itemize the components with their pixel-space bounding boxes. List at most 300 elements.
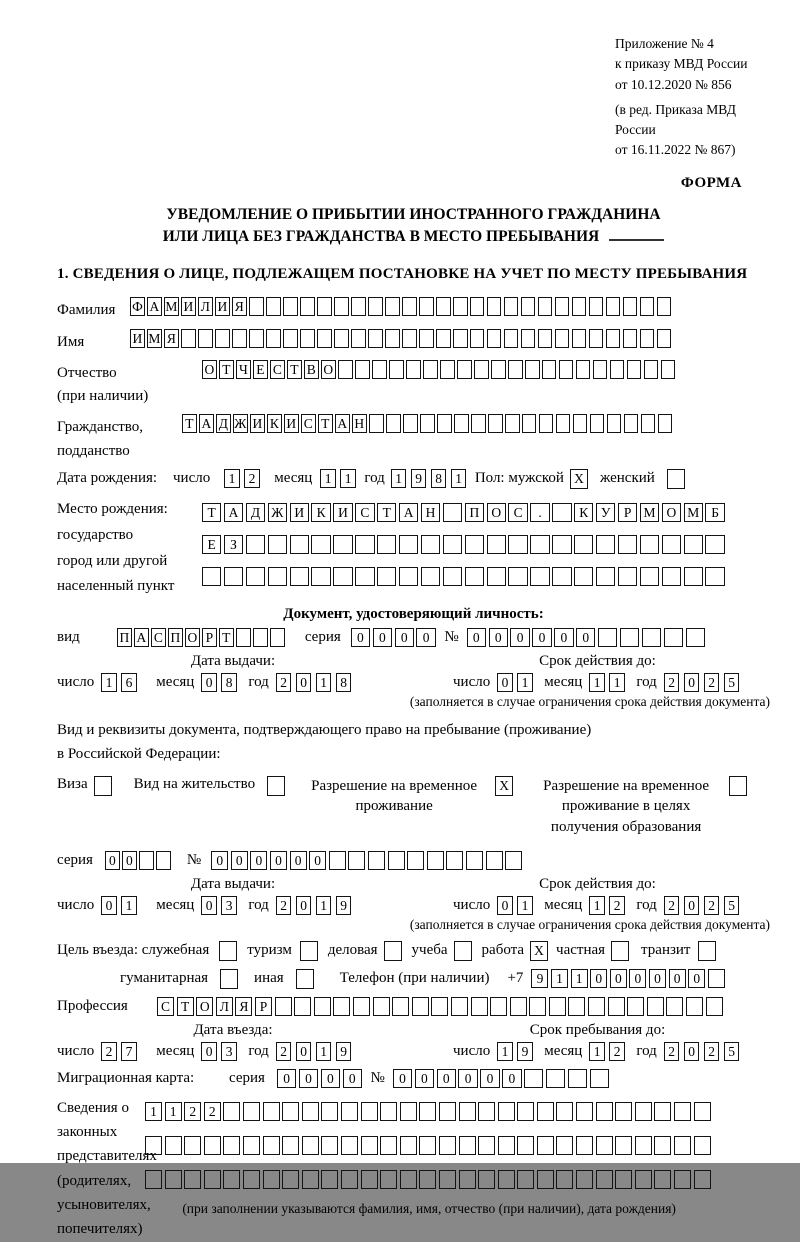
char-cell[interactable]: [666, 997, 683, 1016]
char-cell[interactable]: Р: [255, 997, 272, 1016]
char-cell[interactable]: [333, 567, 352, 586]
char-cell[interactable]: [674, 1102, 691, 1121]
char-cell[interactable]: [236, 628, 251, 647]
char-cell[interactable]: [478, 1136, 495, 1155]
char-cell[interactable]: [294, 997, 311, 1016]
char-cell[interactable]: [266, 329, 281, 348]
char-cell[interactable]: Я: [235, 997, 252, 1016]
char-cell[interactable]: [351, 297, 366, 316]
purpose-other-checkbox[interactable]: [296, 969, 314, 989]
char-cell[interactable]: [517, 1136, 534, 1155]
char-cell[interactable]: [538, 329, 553, 348]
doc-valid-month-cells[interactable]: [589, 673, 629, 692]
char-cell[interactable]: [300, 941, 318, 961]
char-cell[interactable]: 2: [276, 896, 292, 915]
char-cell[interactable]: [334, 297, 349, 316]
char-cell[interactable]: [224, 567, 243, 586]
char-cell[interactable]: 0: [277, 1069, 296, 1088]
char-cell[interactable]: [446, 851, 463, 870]
visa-checkbox[interactable]: [94, 776, 112, 796]
char-cell[interactable]: [598, 628, 617, 647]
char-cell[interactable]: [353, 997, 370, 1016]
char-cell[interactable]: [664, 628, 683, 647]
char-cell[interactable]: 0: [309, 851, 326, 870]
char-cell[interactable]: [549, 997, 566, 1016]
char-cell[interactable]: [399, 535, 418, 554]
char-cell[interactable]: 0: [610, 969, 627, 988]
char-cell[interactable]: [521, 297, 536, 316]
char-cell[interactable]: 0: [201, 1042, 217, 1061]
birth-year-cells[interactable]: [391, 469, 471, 488]
char-cell[interactable]: 0: [416, 628, 435, 647]
char-cell[interactable]: 2: [276, 1042, 292, 1061]
char-cell[interactable]: 1: [316, 673, 332, 692]
char-cell[interactable]: М: [640, 503, 659, 522]
char-cell[interactable]: 9: [531, 969, 548, 988]
char-cell[interactable]: [491, 360, 506, 379]
char-cell[interactable]: 1: [451, 469, 467, 488]
char-cell[interactable]: 2: [704, 673, 720, 692]
char-cell[interactable]: Т: [219, 360, 234, 379]
char-cell[interactable]: [321, 1136, 338, 1155]
stay-year-cells[interactable]: [664, 1042, 744, 1061]
char-cell[interactable]: Р: [202, 628, 217, 647]
doc-valid-year-cells[interactable]: [664, 673, 744, 692]
char-cell[interactable]: [465, 535, 484, 554]
char-cell[interactable]: 3: [221, 1042, 237, 1061]
char-cell[interactable]: [490, 997, 507, 1016]
char-cell[interactable]: [590, 414, 605, 433]
char-cell[interactable]: [508, 360, 523, 379]
char-cell[interactable]: [686, 997, 703, 1016]
char-cell[interactable]: [215, 329, 230, 348]
char-cell[interactable]: [243, 1136, 260, 1155]
char-cell[interactable]: 0: [201, 673, 217, 692]
char-cell[interactable]: 8: [431, 469, 447, 488]
char-cell[interactable]: 1: [497, 1042, 513, 1061]
char-cell[interactable]: [694, 1102, 711, 1121]
char-cell[interactable]: Ж: [268, 503, 287, 522]
char-cell[interactable]: [459, 1102, 476, 1121]
char-cell[interactable]: [459, 1136, 476, 1155]
char-cell[interactable]: Л: [216, 997, 233, 1016]
char-cell[interactable]: Т: [287, 360, 302, 379]
char-cell[interactable]: [165, 1170, 182, 1189]
char-cell[interactable]: [618, 567, 637, 586]
char-cell[interactable]: [220, 969, 238, 989]
char-cell[interactable]: 0: [497, 896, 513, 915]
char-cell[interactable]: 1: [589, 673, 605, 692]
char-cell[interactable]: [606, 329, 621, 348]
char-cell[interactable]: [427, 851, 444, 870]
char-cell[interactable]: 0: [299, 1069, 318, 1088]
char-cell[interactable]: [658, 414, 673, 433]
char-cell[interactable]: [302, 1170, 319, 1189]
char-cell[interactable]: [552, 535, 571, 554]
char-cell[interactable]: [311, 535, 330, 554]
char-cell[interactable]: [361, 1102, 378, 1121]
char-cell[interactable]: 0: [497, 673, 513, 692]
char-cell[interactable]: [538, 297, 553, 316]
char-cell[interactable]: 1: [145, 1102, 162, 1121]
char-cell[interactable]: [403, 414, 418, 433]
char-cell[interactable]: 2: [204, 1102, 221, 1121]
char-cell[interactable]: 1: [320, 469, 336, 488]
char-cell[interactable]: [611, 941, 629, 961]
char-cell[interactable]: 9: [517, 1042, 533, 1061]
char-cell[interactable]: [334, 329, 349, 348]
char-cell[interactable]: 7: [121, 1042, 137, 1061]
char-cell[interactable]: [525, 360, 540, 379]
char-cell[interactable]: [624, 414, 639, 433]
char-cell[interactable]: [470, 329, 485, 348]
char-cell[interactable]: [400, 1170, 417, 1189]
char-cell[interactable]: [232, 329, 247, 348]
char-cell[interactable]: [384, 941, 402, 961]
char-cell[interactable]: П: [168, 628, 183, 647]
char-cell[interactable]: А: [147, 297, 162, 316]
char-cell[interactable]: [657, 297, 672, 316]
char-cell[interactable]: [530, 567, 549, 586]
name-cells[interactable]: [130, 329, 674, 348]
char-cell[interactable]: [552, 503, 571, 522]
char-cell[interactable]: [283, 329, 298, 348]
char-cell[interactable]: 9: [336, 896, 352, 915]
char-cell[interactable]: 0: [250, 851, 267, 870]
char-cell[interactable]: [440, 360, 455, 379]
char-cell[interactable]: [361, 1136, 378, 1155]
char-cell[interactable]: [329, 851, 346, 870]
doc-series-cells[interactable]: [351, 628, 439, 647]
char-cell[interactable]: [574, 535, 593, 554]
char-cell[interactable]: Т: [219, 628, 234, 647]
char-cell[interactable]: 2: [704, 1042, 720, 1061]
birth-place-cells-1[interactable]: [202, 503, 727, 522]
purpose-tourism-checkbox[interactable]: [300, 941, 318, 961]
char-cell[interactable]: 1: [121, 896, 137, 915]
char-cell[interactable]: 6: [121, 673, 137, 692]
char-cell[interactable]: 3: [221, 896, 237, 915]
temp-residence-edu-checkbox[interactable]: [729, 776, 747, 796]
char-cell[interactable]: [708, 969, 725, 988]
char-cell[interactable]: 2: [609, 1042, 625, 1061]
entry-month-cells[interactable]: [201, 1042, 241, 1061]
char-cell[interactable]: Я: [232, 297, 247, 316]
char-cell[interactable]: 0: [576, 628, 595, 647]
char-cell[interactable]: [465, 567, 484, 586]
char-cell[interactable]: 0: [211, 851, 228, 870]
char-cell[interactable]: И: [215, 297, 230, 316]
char-cell[interactable]: [165, 1136, 182, 1155]
char-cell[interactable]: [706, 997, 723, 1016]
char-cell[interactable]: [249, 329, 264, 348]
char-cell[interactable]: 0: [351, 628, 370, 647]
char-cell[interactable]: С: [151, 628, 166, 647]
char-cell[interactable]: [608, 997, 625, 1016]
char-cell[interactable]: [223, 1170, 240, 1189]
char-cell[interactable]: К: [311, 503, 330, 522]
char-cell[interactable]: [606, 297, 621, 316]
char-cell[interactable]: [420, 414, 435, 433]
char-cell[interactable]: [243, 1170, 260, 1189]
char-cell[interactable]: [184, 1170, 201, 1189]
char-cell[interactable]: [705, 567, 724, 586]
char-cell[interactable]: [388, 851, 405, 870]
doc-type-cells[interactable]: [117, 628, 287, 647]
char-cell[interactable]: [488, 414, 503, 433]
char-cell[interactable]: [439, 1170, 456, 1189]
doc-issue-year-cells[interactable]: [276, 673, 356, 692]
char-cell[interactable]: [474, 360, 489, 379]
char-cell[interactable]: [537, 1170, 554, 1189]
char-cell[interactable]: 0: [290, 851, 307, 870]
char-cell[interactable]: О: [662, 503, 681, 522]
char-cell[interactable]: [385, 297, 400, 316]
char-cell[interactable]: [640, 535, 659, 554]
char-cell[interactable]: И: [250, 414, 265, 433]
char-cell[interactable]: 2: [609, 896, 625, 915]
char-cell[interactable]: [419, 329, 434, 348]
char-cell[interactable]: [333, 997, 350, 1016]
char-cell[interactable]: 0: [296, 896, 312, 915]
doc-number-cells[interactable]: [467, 628, 708, 647]
char-cell[interactable]: [615, 1136, 632, 1155]
entry-day-cells[interactable]: [101, 1042, 141, 1061]
char-cell[interactable]: [684, 567, 703, 586]
char-cell[interactable]: 0: [688, 969, 705, 988]
char-cell[interactable]: 0: [502, 1069, 521, 1088]
char-cell[interactable]: 1: [571, 969, 588, 988]
char-cell[interactable]: [421, 535, 440, 554]
char-cell[interactable]: [451, 997, 468, 1016]
char-cell[interactable]: 0: [122, 851, 137, 870]
char-cell[interactable]: [610, 360, 625, 379]
char-cell[interactable]: [504, 297, 519, 316]
char-cell[interactable]: [268, 535, 287, 554]
char-cell[interactable]: [596, 1102, 613, 1121]
stay-day-cells[interactable]: [497, 1042, 537, 1061]
char-cell[interactable]: [478, 1170, 495, 1189]
char-cell[interactable]: [389, 360, 404, 379]
char-cell[interactable]: 0: [458, 1069, 477, 1088]
char-cell[interactable]: [641, 414, 656, 433]
char-cell[interactable]: А: [335, 414, 350, 433]
char-cell[interactable]: [380, 1102, 397, 1121]
char-cell[interactable]: 0: [270, 851, 287, 870]
char-cell[interactable]: [246, 535, 265, 554]
char-cell[interactable]: [368, 297, 383, 316]
char-cell[interactable]: [283, 297, 298, 316]
char-cell[interactable]: [555, 329, 570, 348]
char-cell[interactable]: [368, 851, 385, 870]
char-cell[interactable]: Ж: [234, 416, 247, 432]
char-cell[interactable]: [686, 628, 705, 647]
char-cell[interactable]: 1: [165, 1102, 182, 1121]
char-cell[interactable]: [341, 1136, 358, 1155]
char-cell[interactable]: Т: [318, 414, 333, 433]
char-cell[interactable]: О: [487, 503, 506, 522]
birth-place-cells-3[interactable]: [202, 567, 727, 586]
char-cell[interactable]: С: [157, 997, 174, 1016]
char-cell[interactable]: [223, 1102, 240, 1121]
char-cell[interactable]: [400, 1136, 417, 1155]
char-cell[interactable]: [498, 1136, 515, 1155]
residence-permit-checkbox[interactable]: [267, 776, 285, 796]
entry-year-cells[interactable]: [276, 1042, 356, 1061]
char-cell[interactable]: 0: [343, 1069, 362, 1088]
char-cell[interactable]: 1: [224, 469, 240, 488]
char-cell[interactable]: [407, 851, 424, 870]
char-cell[interactable]: [596, 567, 615, 586]
char-cell[interactable]: [419, 1136, 436, 1155]
char-cell[interactable]: 1: [340, 469, 356, 488]
char-cell[interactable]: 0: [480, 1069, 499, 1088]
char-cell[interactable]: 9: [411, 469, 427, 488]
char-cell[interactable]: 0: [393, 1069, 412, 1088]
citizenship-cells[interactable]: [182, 414, 675, 433]
char-cell[interactable]: [145, 1170, 162, 1189]
char-cell[interactable]: М: [684, 503, 703, 522]
char-cell[interactable]: А: [199, 414, 214, 433]
char-cell[interactable]: [635, 1170, 652, 1189]
purpose-private-checkbox[interactable]: [611, 941, 629, 961]
char-cell[interactable]: [402, 329, 417, 348]
char-cell[interactable]: 0: [669, 969, 686, 988]
char-cell[interactable]: [510, 997, 527, 1016]
mc-number-cells[interactable]: [393, 1069, 612, 1088]
char-cell[interactable]: [311, 567, 330, 586]
char-cell[interactable]: П: [117, 628, 132, 647]
permit-issue-year-cells[interactable]: [276, 896, 356, 915]
char-cell[interactable]: [181, 329, 196, 348]
char-cell[interactable]: С: [355, 503, 374, 522]
char-cell[interactable]: [300, 297, 315, 316]
char-cell[interactable]: 0: [629, 969, 646, 988]
doc-issue-day-cells[interactable]: [101, 673, 141, 692]
char-cell[interactable]: 0: [437, 1069, 456, 1088]
char-cell[interactable]: [694, 1170, 711, 1189]
char-cell[interactable]: 0: [296, 1042, 312, 1061]
char-cell[interactable]: [487, 297, 502, 316]
char-cell[interactable]: Е: [202, 535, 221, 554]
char-cell[interactable]: [542, 360, 557, 379]
char-cell[interactable]: Д: [246, 503, 265, 522]
char-cell[interactable]: И: [333, 503, 352, 522]
representatives-cells-1[interactable]: [145, 1102, 713, 1121]
char-cell[interactable]: М: [148, 330, 161, 346]
char-cell[interactable]: [576, 1102, 593, 1121]
char-cell[interactable]: [406, 360, 421, 379]
char-cell[interactable]: 0: [201, 896, 217, 915]
char-cell[interactable]: [399, 567, 418, 586]
char-cell[interactable]: М: [165, 299, 178, 315]
char-cell[interactable]: [202, 567, 221, 586]
char-cell[interactable]: [576, 360, 591, 379]
char-cell[interactable]: [443, 567, 462, 586]
char-cell[interactable]: [517, 1102, 534, 1121]
char-cell[interactable]: О: [202, 360, 217, 379]
char-cell[interactable]: [662, 535, 681, 554]
char-cell[interactable]: [615, 1170, 632, 1189]
char-cell[interactable]: [620, 628, 639, 647]
char-cell[interactable]: 0: [554, 628, 573, 647]
char-cell[interactable]: Т: [177, 997, 194, 1016]
char-cell[interactable]: 5: [724, 1042, 740, 1061]
char-cell[interactable]: [572, 297, 587, 316]
char-cell[interactable]: У: [596, 503, 615, 522]
char-cell[interactable]: С: [508, 503, 527, 522]
sex-male-checkbox[interactable]: [570, 469, 588, 489]
char-cell[interactable]: [661, 360, 676, 379]
permit-valid-day-cells[interactable]: [497, 896, 537, 915]
representatives-cells-3[interactable]: [145, 1170, 713, 1189]
char-cell[interactable]: [546, 1069, 565, 1088]
char-cell[interactable]: [355, 360, 370, 379]
purpose-official-checkbox[interactable]: [219, 941, 237, 961]
char-cell[interactable]: [275, 997, 292, 1016]
surname-cells[interactable]: [130, 297, 674, 316]
char-cell[interactable]: [267, 776, 285, 796]
char-cell[interactable]: [263, 1136, 280, 1155]
char-cell[interactable]: 0: [684, 896, 700, 915]
char-cell[interactable]: 8: [336, 673, 352, 692]
char-cell[interactable]: [615, 1102, 632, 1121]
char-cell[interactable]: [568, 997, 585, 1016]
char-cell[interactable]: [487, 535, 506, 554]
char-cell[interactable]: Т: [202, 503, 221, 522]
permit-issue-month-cells[interactable]: [201, 896, 241, 915]
char-cell[interactable]: 1: [551, 969, 568, 988]
char-cell[interactable]: [505, 414, 520, 433]
char-cell[interactable]: 2: [244, 469, 260, 488]
char-cell[interactable]: И: [284, 414, 299, 433]
char-cell[interactable]: [338, 360, 353, 379]
char-cell[interactable]: [593, 360, 608, 379]
doc-valid-day-cells[interactable]: [497, 673, 537, 692]
char-cell[interactable]: [355, 567, 374, 586]
char-cell[interactable]: [419, 1170, 436, 1189]
char-cell[interactable]: [302, 1136, 319, 1155]
char-cell[interactable]: В: [304, 360, 319, 379]
stay-month-cells[interactable]: [589, 1042, 629, 1061]
char-cell[interactable]: [684, 535, 703, 554]
char-cell[interactable]: [355, 535, 374, 554]
char-cell[interactable]: [596, 1170, 613, 1189]
char-cell[interactable]: [556, 414, 571, 433]
mc-series-cells[interactable]: [277, 1069, 365, 1088]
char-cell[interactable]: [705, 535, 724, 554]
char-cell[interactable]: [573, 414, 588, 433]
char-cell[interactable]: [635, 1102, 652, 1121]
char-cell[interactable]: [607, 414, 622, 433]
char-cell[interactable]: [369, 414, 384, 433]
char-cell[interactable]: [657, 329, 672, 348]
char-cell[interactable]: Л: [198, 297, 213, 316]
char-cell[interactable]: [487, 329, 502, 348]
char-cell[interactable]: 0: [467, 628, 486, 647]
char-cell[interactable]: С: [270, 360, 285, 379]
char-cell[interactable]: [296, 969, 314, 989]
sex-female-checkbox[interactable]: [667, 469, 685, 489]
char-cell[interactable]: [184, 1136, 201, 1155]
char-cell[interactable]: [94, 776, 112, 796]
char-cell[interactable]: [623, 329, 638, 348]
char-cell[interactable]: [300, 329, 315, 348]
char-cell[interactable]: [642, 628, 661, 647]
char-cell[interactable]: [555, 297, 570, 316]
char-cell[interactable]: Б: [705, 503, 724, 522]
char-cell[interactable]: 0: [395, 628, 414, 647]
